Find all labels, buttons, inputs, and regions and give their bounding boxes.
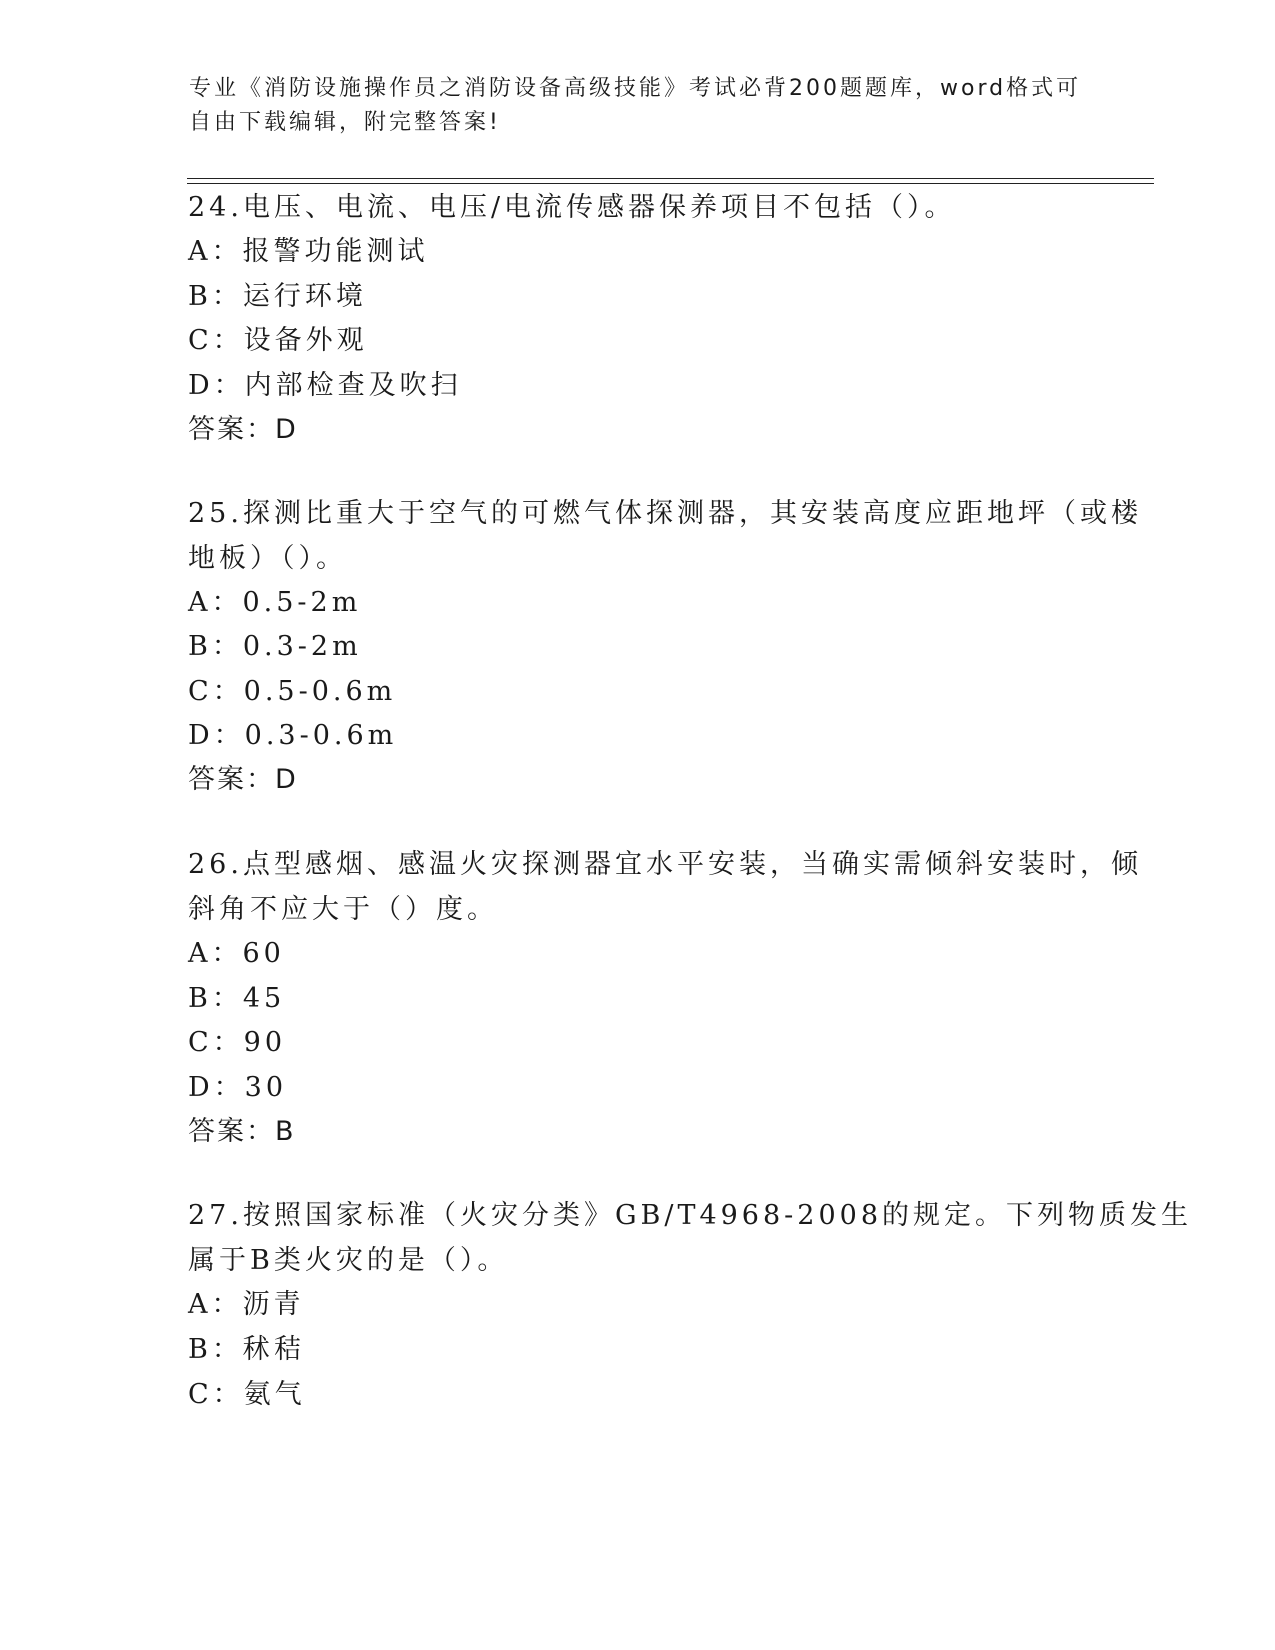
question-option: C：90 [188,1027,287,1058]
answer-label: 答案：D [188,414,298,445]
question-option: B：运行环境 [188,281,367,312]
document-header [189,72,1089,140]
question-stem: 25.探测比重大于空气的可燃气体探测器，其安装高度应距地坪（或楼 [188,498,1142,529]
question-option: C：0.5-0.6m [188,676,397,707]
question-option: D：0.3-0.6m [188,720,398,751]
question-option: B：秫秸 [188,1334,305,1365]
question-option: A：60 [188,938,285,969]
question-stem: 24.电压、电流、电压/电流传感器保养项目不包括（）。 [188,192,956,223]
question-stem: 27.按照国家标准（火灾分类》GB/T4968-2008的规定。下列物质发生 [188,1200,1193,1231]
question-stem: 属于B类火灾的是（）。 [188,1245,509,1276]
question-stem: 地板）（）。 [188,543,347,574]
answer-label: 答案：B [188,1116,296,1147]
question-option: C：设备外观 [188,325,368,356]
question-option: A：0.5-2m [188,587,362,618]
question-option: C：氨气 [188,1379,306,1410]
question-option: A：报警功能测试 [188,236,429,267]
header-divider-top [187,178,1154,179]
question-stem: 斜角不应大于（）度。 [188,894,498,925]
question-option: A：沥青 [188,1289,305,1320]
header-line-1: 专业《消防设施操作员之消防设备高级技能》考试必背200题题库，word格式可 [189,76,1082,101]
question-stem: 26.点型感烟、感温火灾探测器宜水平安装，当确实需倾斜安装时，倾 [188,849,1142,880]
question-option: B：45 [188,983,286,1014]
header-divider-bottom [187,183,1154,184]
question-option: D：30 [188,1072,288,1103]
question-option: D：内部检查及吹扫 [188,370,462,401]
question-option: B：0.3-2m [188,631,362,662]
answer-label: 答案：D [188,764,298,795]
header-line-2: 自由下载编辑，附完整答案! [189,110,501,135]
